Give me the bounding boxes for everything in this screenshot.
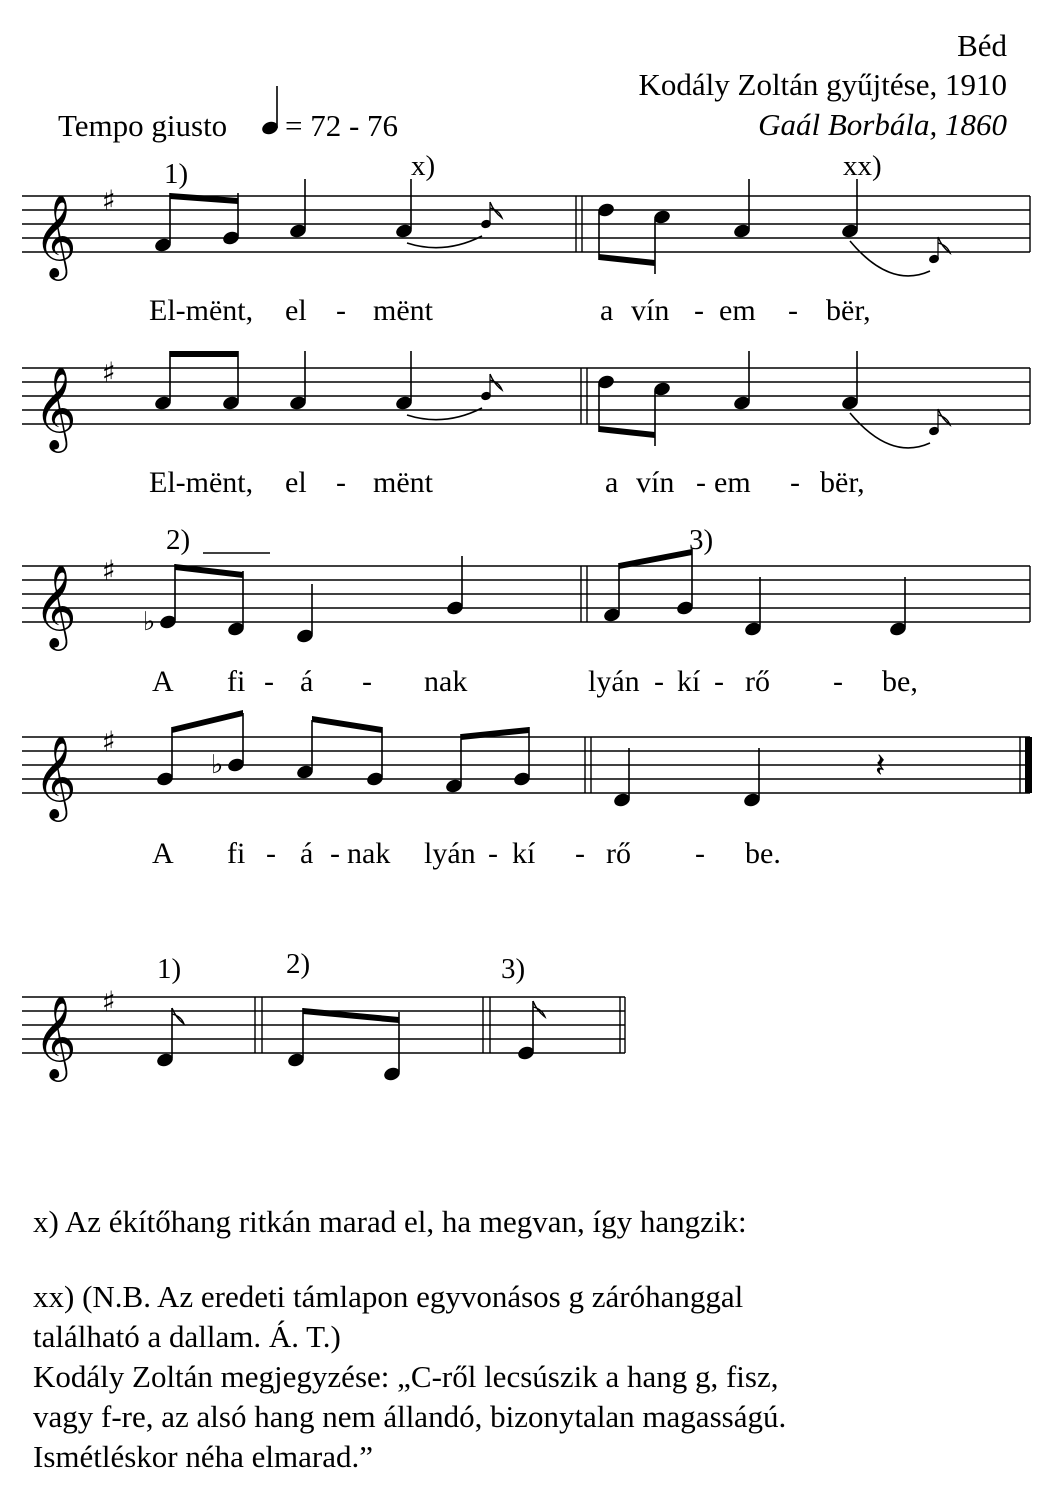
lyric-syllable: - bbox=[336, 466, 346, 499]
beam bbox=[303, 1008, 399, 1023]
key-signature-sharp: ♯ bbox=[102, 356, 116, 389]
footnote-xx-line-2: található a dallam. Á. T.) bbox=[33, 1319, 341, 1354]
lyric-syllable: el bbox=[285, 294, 307, 327]
lyric-syllable: lyán bbox=[424, 837, 476, 870]
lyric-syllable: em bbox=[714, 466, 751, 499]
footnote-x: x) Az ékítőhang ritkán marad el, ha megvan, így hangzik: bbox=[33, 1204, 747, 1239]
variant-mark-3: 3) bbox=[689, 524, 714, 556]
beam bbox=[170, 193, 238, 204]
final-barline bbox=[1025, 737, 1032, 793]
lyric-syllable: - bbox=[694, 294, 704, 327]
lyric-syllable: kí bbox=[512, 837, 536, 870]
treble-clef-icon: 𝄞 bbox=[34, 563, 77, 647]
lyric-syllable: - bbox=[714, 665, 724, 698]
lyric-syllable: mënt bbox=[373, 294, 433, 327]
lyric-syllable: - bbox=[264, 665, 274, 698]
lyric-syllable: - bbox=[833, 665, 843, 698]
beam bbox=[172, 710, 243, 733]
lyric-syllable: bër, bbox=[820, 466, 865, 499]
ornament-mark-x: x) bbox=[411, 150, 436, 182]
footnote-xx-line-1: xx) (N.B. Az eredeti támlapon egyvonásos g záróhanggal bbox=[33, 1279, 744, 1314]
lyric-syllable: - bbox=[654, 665, 664, 698]
lyric-syllable: - bbox=[266, 837, 276, 870]
lyric-syllable: A bbox=[152, 665, 174, 698]
tempo-value: = 72 - 76 bbox=[285, 108, 399, 143]
lyric-syllable: rő bbox=[606, 837, 631, 870]
lyric-syllable: be. bbox=[745, 837, 781, 870]
treble-clef-icon: 𝄞 bbox=[34, 365, 77, 449]
lyric-syllable: mënt bbox=[373, 466, 433, 499]
beam bbox=[461, 727, 529, 740]
lyric-syllable: á bbox=[300, 665, 314, 698]
kodaly-note-line-1: Kodály Zoltán megjegyzése: „C-ről lecsúszik a hang g, fisz, bbox=[33, 1359, 779, 1394]
slur bbox=[850, 241, 930, 276]
lyric-syllable: lyán bbox=[588, 665, 640, 698]
collection-credit: Kodály Zoltán gyűjtése, 1910 bbox=[638, 67, 1007, 102]
kodaly-note-line-3: Ismétléskor néha elmarad.” bbox=[33, 1439, 373, 1474]
lyric-syllable: em bbox=[719, 294, 756, 327]
variant-label-3: 3) bbox=[501, 953, 526, 985]
lyric-syllable: - bbox=[488, 837, 498, 870]
slur bbox=[850, 413, 930, 448]
key-signature-sharp: ♯ bbox=[102, 985, 116, 1018]
lyric-syllable: kí bbox=[677, 665, 701, 698]
notation-glyphs bbox=[34, 86, 950, 1082]
lyric-syllable: - bbox=[362, 665, 372, 698]
quarter-rest: 𝄽 bbox=[875, 746, 886, 786]
variant-label-2: 2) bbox=[286, 948, 311, 980]
lyric-syllable: - bbox=[788, 294, 798, 327]
note-flag bbox=[938, 237, 950, 253]
lyric-syllable: á bbox=[300, 837, 314, 870]
beam bbox=[312, 716, 382, 733]
singer-credit: Gaál Borbála, 1860 bbox=[758, 107, 1007, 142]
treble-clef-icon: 𝄞 bbox=[34, 734, 77, 818]
lyric-syllable: - bbox=[336, 294, 346, 327]
lyric-syllable: A bbox=[152, 837, 174, 870]
key-signature-sharp: ♯ bbox=[102, 725, 116, 758]
flat-sign: ♭ bbox=[143, 607, 156, 637]
beam bbox=[170, 351, 238, 357]
lyric-syllable: - bbox=[790, 466, 800, 499]
lyric-syllable: fi bbox=[227, 837, 246, 870]
lyric-syllable: bër, bbox=[826, 294, 871, 327]
place-name: Béd bbox=[957, 28, 1007, 63]
key-signature-sharp: ♯ bbox=[102, 554, 116, 587]
note-flag bbox=[533, 1001, 545, 1017]
ornament-mark-xx: xx) bbox=[843, 150, 882, 182]
lyric-syllable: rő bbox=[745, 665, 770, 698]
treble-clef-icon: 𝄞 bbox=[34, 193, 77, 277]
lyric-syllable: vín bbox=[631, 294, 670, 327]
lyric-syllable: - bbox=[695, 837, 705, 870]
lyric-syllable: nak bbox=[424, 665, 468, 698]
lyric-syllable: - bbox=[696, 466, 706, 499]
lyric-syllable: nak bbox=[347, 837, 391, 870]
lyric-syllable: be, bbox=[882, 665, 918, 698]
treble-clef-icon: 𝄞 bbox=[34, 994, 77, 1078]
key-signature-sharp: ♯ bbox=[102, 184, 116, 217]
lyric-syllable: a bbox=[605, 466, 619, 499]
lyric-syllable: vín bbox=[636, 466, 675, 499]
variant-label-1: 1) bbox=[157, 953, 182, 985]
lyric-syllable: a bbox=[600, 294, 614, 327]
lyric-syllable: El-mënt, bbox=[149, 466, 254, 499]
note-flag bbox=[938, 409, 950, 425]
lyric-syllable: fi bbox=[227, 665, 246, 698]
lyric-syllable: - bbox=[575, 837, 585, 870]
lyric-syllable: el bbox=[285, 466, 307, 499]
variant-mark-1: 1) bbox=[164, 158, 189, 190]
variant-mark-2: 2) bbox=[166, 524, 191, 556]
flat-sign: ♭ bbox=[211, 750, 224, 780]
lyric-syllable: - bbox=[330, 837, 340, 870]
lyric-syllable: El-mënt, bbox=[149, 294, 254, 327]
beam bbox=[599, 254, 655, 266]
beam bbox=[599, 426, 655, 438]
kodaly-note-line-2: vagy f-re, az alsó hang nem állandó, bizonytalan magasságú. bbox=[33, 1399, 787, 1434]
tempo-label: Tempo giusto bbox=[58, 108, 228, 143]
